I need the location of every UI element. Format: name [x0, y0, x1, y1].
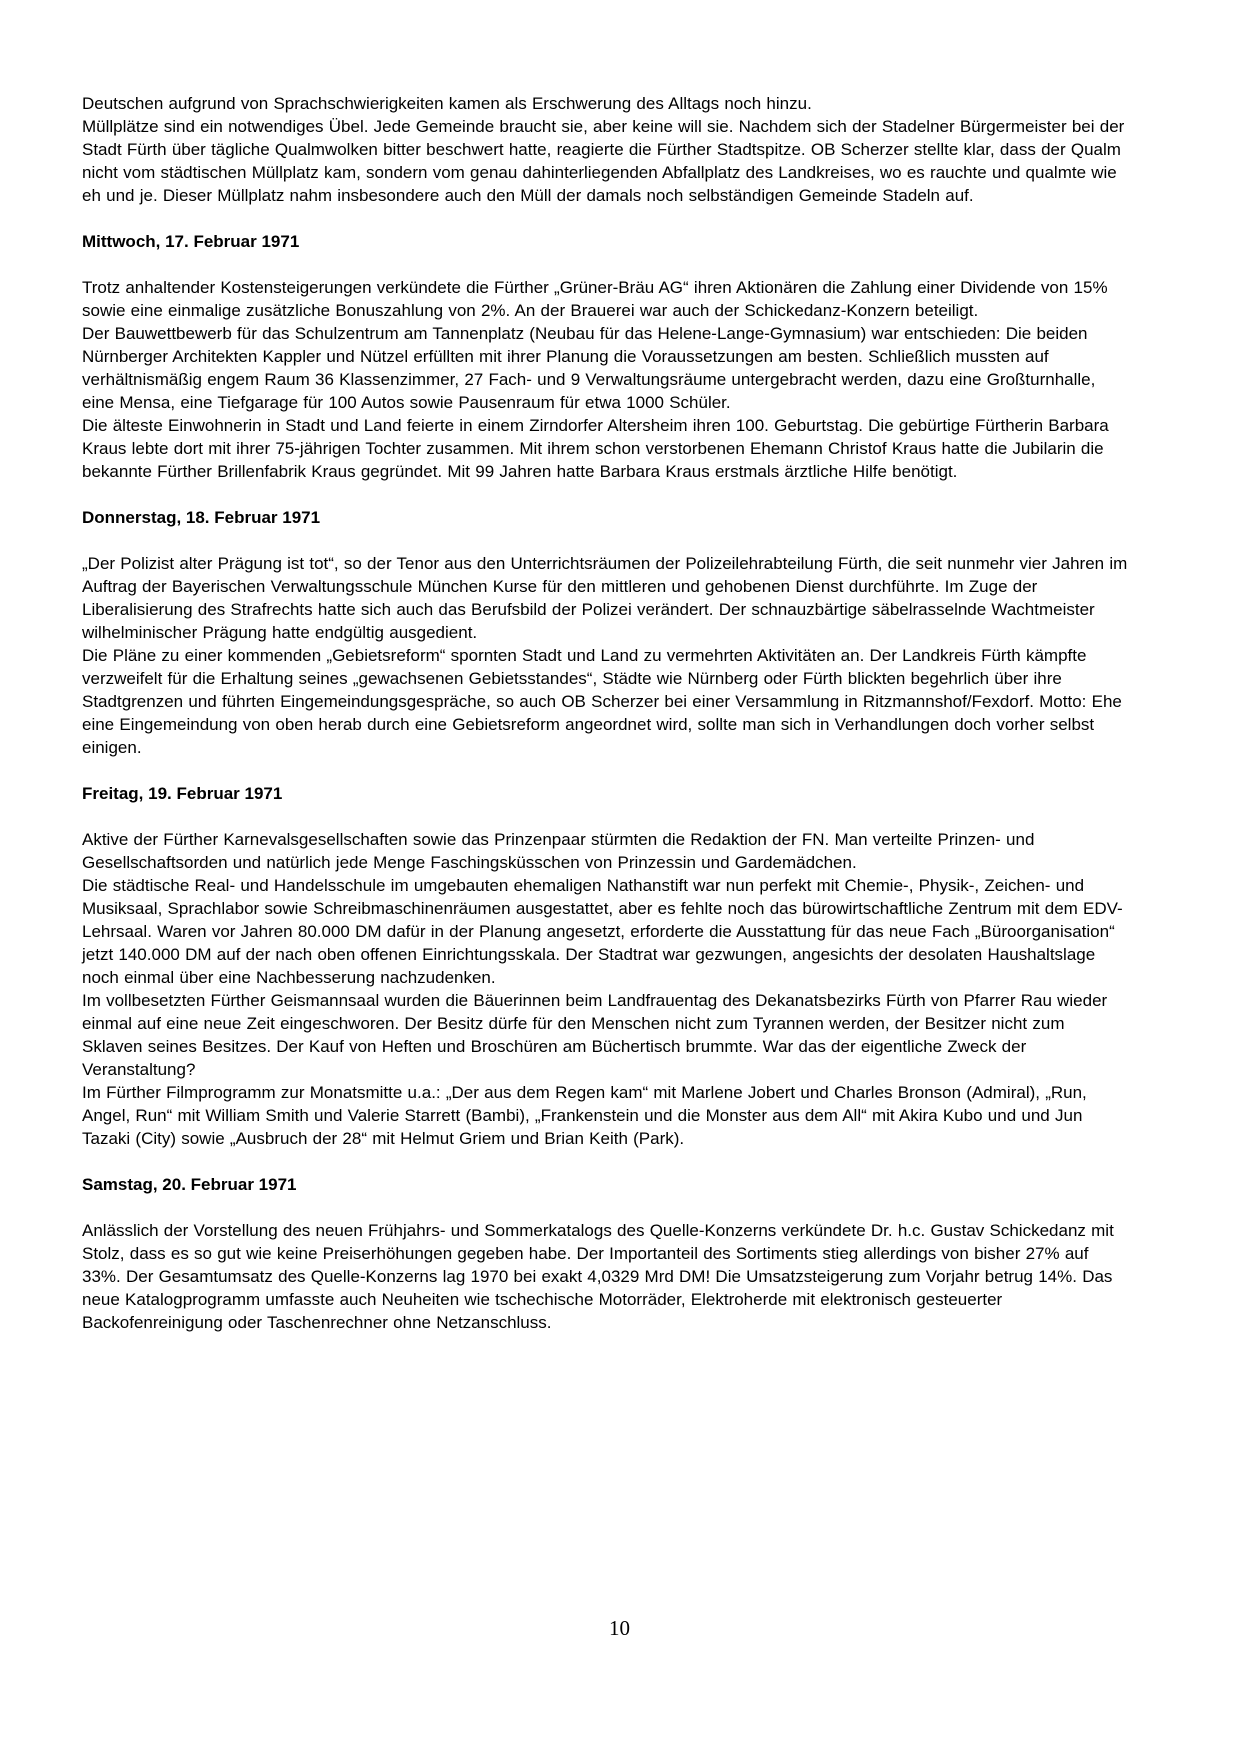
paragraph: Die städtische Real- und Handelsschule im umgebauten ehemaligen Nathanstift war nun perfekt mit Chemie-, Physik-, Zeichen- und Musiksaal, Sprachlabor sowie Schreibmaschinenräumen ausgestattet, aber es fehlte noch das bürowirtschaftliche Zentrum mit dem EDV-Lehrsaal. Waren vor Jahren 80.000 DM dafür in der Planung angesetzt, erforderte die Ausstattung für das neue Fach „Büroorganisation“ jetzt 140.000 DM auf der nach oben offenen Einrichtungsskala. Der Stadtrat war gezwungen, angesichts der desolaten Haushaltslage noch einmal über eine Nachbesserung nachzudenken.	[82, 876, 1123, 987]
chronicle-section	[82, 92, 1130, 207]
section-paragraphs	[82, 92, 1130, 207]
chronicle-section	[82, 782, 1130, 1150]
paragraph: Im vollbesetzten Fürther Geismannsaal wurden die Bäuerinnen beim Landfrauentag des Dekanatsbezirks Fürth von Pfarrer Rau wieder einmal auf eine neue Zeit eingeschworen. Der Besitz dürfe für den Menschen nicht zum Tyrannen werden, der Besitzer nicht zum Sklaven seines Besitzes. Der Kauf von Heften und Broschüren am Büchertisch brummte. War das der eigentliche Zweck der Veranstaltung?	[82, 991, 1108, 1079]
page-footer	[0, 1615, 1239, 1641]
document-body	[82, 92, 1130, 1334]
chronicle-section	[82, 230, 1130, 483]
paragraph: Die Pläne zu einer kommenden „Gebietsreform“ spornten Stadt und Land zu vermehrten Aktivitäten an. Der Landkreis Fürth kämpfte verzweifelt für die Erhaltung seines „gewachsenen Gebietsstandes“, Städte wie Nürnberg oder Fürth blickten begehrlich über ihre Stadtgrenzen und führten Eingemeindungsgespräche, so auch OB Scherzer bei einer Versammlung in Ritzmannshof/Fexdorf. Motto: Ehe eine Eingemeindung von oben herab durch eine Gebietsreform angeordnet wird, sollte man sich in Verhandlungen doch vorher selbst einigen.	[82, 646, 1122, 757]
paragraph: Aktive der Fürther Karnevalsgesellschaften sowie das Prinzenpaar stürmten die Redaktion der FN. Man verteilte Prinzen- und Gesellschaftsorden und natürlich jede Menge Faschingsküsschen von Prinzessin und Gardemädchen.	[82, 830, 1035, 872]
date-heading: Freitag, 19. Februar 1971	[82, 784, 283, 803]
date-heading: Samstag, 20. Februar 1971	[82, 1175, 297, 1194]
date-heading: Mittwoch, 17. Februar 1971	[82, 232, 300, 251]
page-number: 10	[609, 1616, 630, 1640]
paragraph: Der Bauwettbewerb für das Schulzentrum am Tannenplatz (Neubau für das Helene-Lange-Gymnasium) war entschieden: Die beiden Nürnberger Architekten Kappler und Nützel erfüllten mit ihrer Planung die Voraussetzungen am besten. Schließlich mussten auf verhältnismäßig engem Raum 36 Klassenzimmer, 27 Fach- und 9 Verwaltungsräume untergebracht werden, dazu eine Großturnhalle, eine Mensa, eine Tiefgarage für 100 Autos sowie Pausenraum für etwa 1000 Schüler.	[82, 324, 1096, 412]
section-paragraphs	[82, 552, 1130, 759]
paragraph: Deutschen aufgrund von Sprachschwierigkeiten kamen als Erschwerung des Alltags noch hinzu.	[82, 94, 812, 113]
paragraph: Anlässlich der Vorstellung des neuen Frühjahrs- und Sommerkatalogs des Quelle-Konzerns verkündete Dr. h.c. Gustav Schickedanz mit Stolz, dass es so gut wie keine Preiserhöhungen gegeben habe. Der Importanteil des Sortiments stieg allerdings von bisher 27% auf 33%. Der Gesamtumsatz des Quelle-Konzerns lag 1970 bei exakt 4,0329 Mrd DM! Die Umsatzsteigerung zum Vorjahr betrug 14%. Das neue Katalogprogramm umfasste auch Neuheiten wie tschechische Motorräder, Elektroherde mit elektronisch gesteuerter Backofenreinigung oder Taschenrechner ohne Netzanschluss.	[82, 1221, 1114, 1332]
paragraph: Im Fürther Filmprogramm zur Monatsmitte u.a.: „Der aus dem Regen kam“ mit Marlene Jobert und Charles Bronson (Admiral), „Run, Angel, Run“ mit William Smith und Valerie Starrett (Bambi), „Frankenstein und die Monster aus dem All“ mit Akira Kubo und und Jun Tazaki (City) sowie „Ausbruch der 28“ mit Helmut Griem und Brian Keith (Park).	[82, 1083, 1087, 1148]
paragraph: Trotz anhaltender Kostensteigerungen verkündete die Fürther „Grüner-Bräu AG“ ihren Aktionären die Zahlung einer Dividende von 15% sowie eine einmalige zusätzliche Bonuszahlung von 2%. An der Brauerei war auch der Schickedanz-Konzern beteiligt.	[82, 278, 1108, 320]
chronicle-section	[82, 506, 1130, 759]
paragraph: Die älteste Einwohnerin in Stadt und Land feierte in einem Zirndorfer Altersheim ihren 100. Geburtstag. Die gebürtige Fürtherin Barbara Kraus lebte dort mit ihrer 75-jährigen Tochter zusammen. Mit ihrem schon verstorbenen Ehemann Christof Kraus hatte die Jubilarin die bekannte Fürther Brillenfabrik Kraus gegründet. Mit 99 Jahren hatte Barbara Kraus erstmals ärztliche Hilfe benötigt.	[82, 416, 1109, 481]
section-paragraphs	[82, 1219, 1130, 1334]
paragraph: Müllplätze sind ein notwendiges Übel. Jede Gemeinde braucht sie, aber keine will sie. Nachdem sich der Stadelner Bürgermeister bei der Stadt Fürth über tägliche Qualmwolken bitter beschwert hatte, reagierte die Fürther Stadtspitze. OB Scherzer stellte klar, dass der Qualm nicht vom städtischen Müllplatz kam, sondern vom genau dahinterliegenden Abfallplatz des Landkreises, wo es rauchte und qualmte wie eh und je. Dieser Müllplatz nahm insbesondere auch den Müll der damals noch selbständigen Gemeinde Stadeln auf.	[82, 117, 1125, 205]
section-paragraphs	[82, 276, 1130, 483]
date-heading: Donnerstag, 18. Februar 1971	[82, 508, 321, 527]
section-paragraphs	[82, 828, 1130, 1150]
chronicle-section	[82, 1173, 1130, 1334]
paragraph: „Der Polizist alter Prägung ist tot“, so der Tenor aus den Unterrichtsräumen der Polizeilehrabteilung Fürth, die seit nunmehr vier Jahren im Auftrag der Bayerischen Verwaltungsschule München Kurse für den mittleren und gehobenen Dienst durchführte. Im Zuge der Liberalisierung des Strafrechts hatte sich auch das Berufsbild der Polizei verändert. Der schnauzbärtige säbelrasselnde Wachtmeister wilhelminischer Prägung hatte endgültig ausgedient.	[82, 554, 1128, 642]
